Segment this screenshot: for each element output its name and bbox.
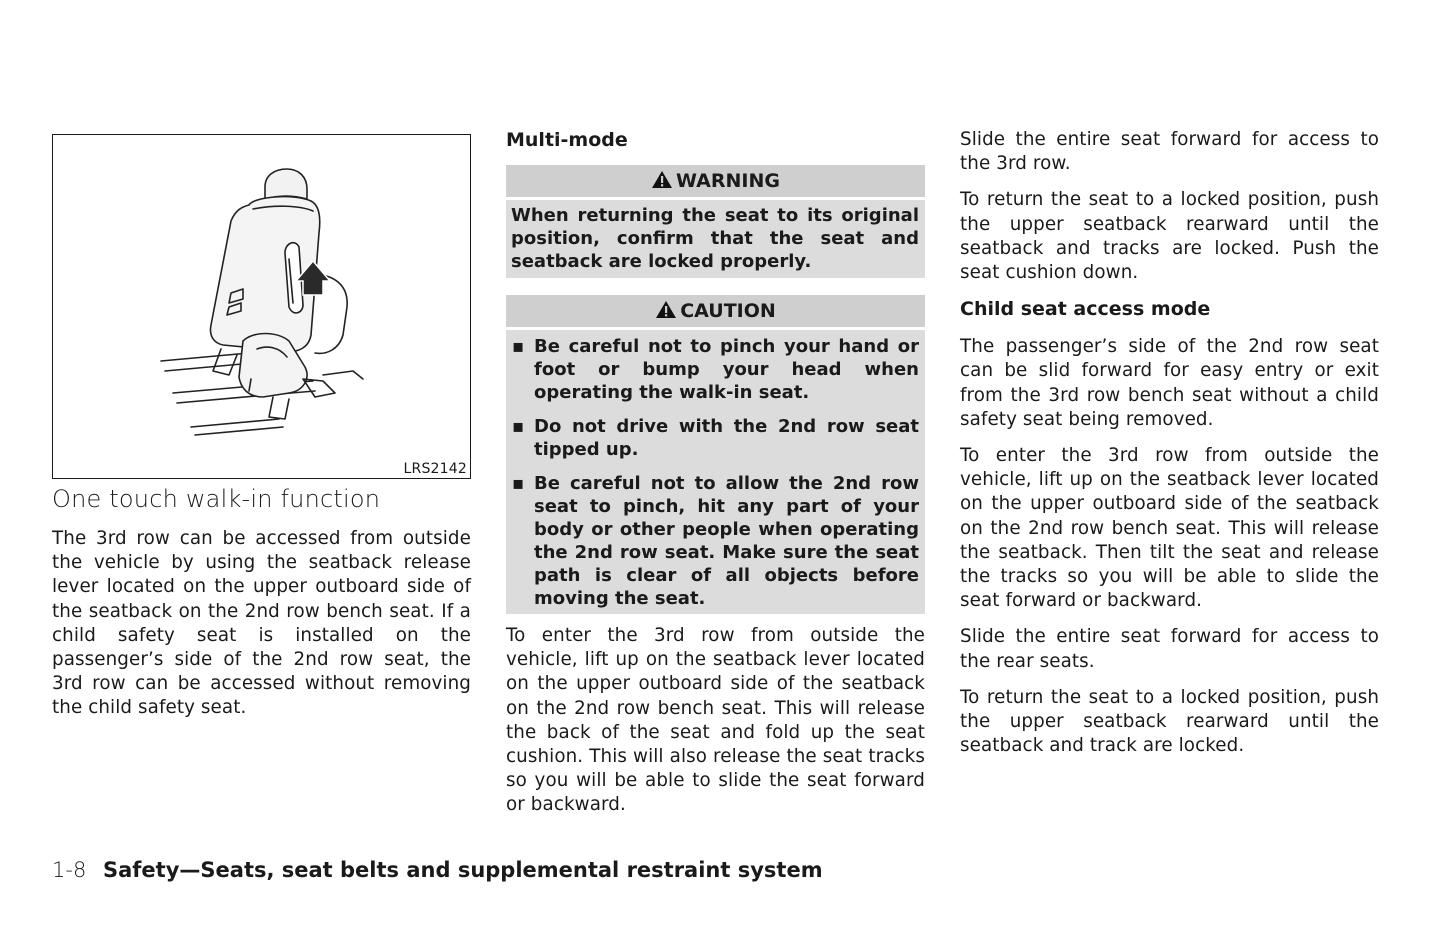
warning-icon [651,170,673,189]
child-seat-enter-text: To enter the 3rd row from outside the vehicle, lift up on the seatback lever located on the upper outboard side of the seatback on the 2nd row bench seat. This will release the seatback. Then tilt the seat and release the tracks so you will be able to slide the seat forward or backward. [960,445,1379,612]
bullet-icon: ▪ [512,416,525,437]
bullet-icon: ▪ [512,473,525,494]
caution-list [506,330,925,614]
seat-illustration-figure [52,134,471,479]
column-3 [960,128,1379,770]
warning-header [506,165,925,197]
caution-item-text: Be careful not to allow the 2nd row seat to pinch, hit any part of your body or other people when operating the 2nd row seat. Make sure the seat path is clear of all objects before moving the seat. [534,473,919,609]
page-footer [52,858,823,882]
warning-text: When returning the seat to its original position, confirm that the seat and seatback are locked properly. [506,200,925,278]
child-seat-return-text: To return the seat to a locked position, push the upper seatback rearward until the seatback and track are locked. [960,686,1379,757]
caution-label: CAUTION [680,300,776,322]
caution-item [510,415,919,461]
figure-label: LRS2142 [403,461,467,477]
caution-item [510,335,919,404]
child-seat-access-heading: Child seat access mode [960,298,1211,321]
return-seat-text: To return the seat to a locked position, push the upper seatback rearward until the seatback and tracks are locked. Push the seat cushion down. [960,189,1379,284]
bullet-icon: ▪ [512,336,525,357]
caution-item-text: Be careful not to pinch your hand or foot or bump your head when operating the walk-in seat. [534,336,919,403]
caution-icon [655,300,677,319]
column-2 [506,128,925,830]
walk-in-description: The 3rd row can be accessed from outside the vehicle by using the seatback release lever located on the upper outboard side of the seatback on the 2nd row bench seat. If a child safety seat is installed on the passenger’s side of the 2nd row seat, the 3rd row can be accessed without removing the child safety seat. [52,528,471,719]
child-seat-access-intro: The passenger’s side of the 2nd row seat can be slid forward for easy entry or exit from the 3rd row bench seat without a child safety seat being removed. [960,336,1379,430]
page-number: 1-8 [52,858,87,882]
walk-in-seat-illustration [53,135,470,478]
child-seat-slide-text: Slide the entire seat forward for access to the rear seats. [960,626,1379,672]
section-title: One touch walk-in function [52,485,381,513]
warning-label: WARNING [676,170,780,192]
multi-mode-heading: Multi-mode [506,129,628,151]
column-1 [52,128,471,733]
slide-forward-text: Slide the entire seat forward for access to the 3rd row. [960,129,1379,175]
caution-item-text: Do not drive with the 2nd row seat tipped up. [534,416,919,460]
chapter-title: Safety—Seats, seat belts and supplemental restraint system [103,858,823,882]
caution-item [510,472,919,610]
multi-mode-description: To enter the 3rd row from outside the vehicle, lift up on the seatback lever located on the upper outboard side of the seatback on the 2nd row bench seat. This will release the back of the seat and fold up the seat cushion. This will also release the seat tracks so you will be able to slide the seat forward or backward. [506,625,925,816]
caution-header [506,295,925,327]
